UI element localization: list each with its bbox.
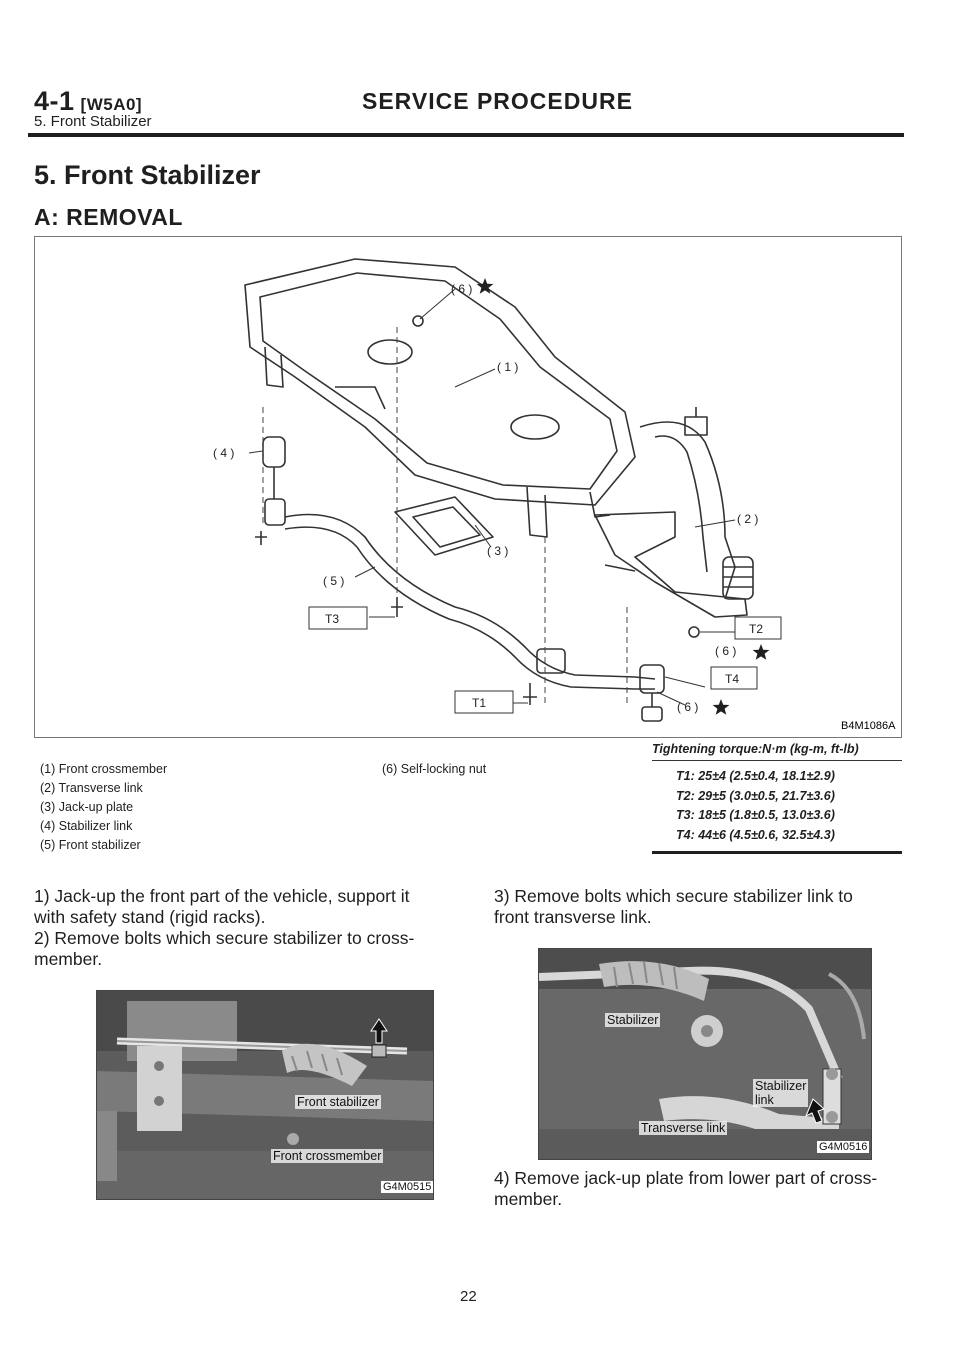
step-3: 3) Remove bolts which secure stabilizer link to front transverse link. bbox=[494, 886, 853, 927]
photo-stabilizer-link bbox=[538, 948, 872, 1160]
header-subtitle: 5. Front Stabilizer bbox=[34, 113, 152, 130]
header-rule bbox=[28, 133, 904, 137]
photo1-illustration bbox=[97, 991, 433, 1199]
torque-box-t2: T2 bbox=[749, 622, 764, 636]
callout-6-bottom: ( 6 ) bbox=[677, 700, 699, 714]
legend-col-1 bbox=[40, 760, 167, 855]
torque-box-t3: T3 bbox=[325, 612, 340, 626]
torque-row: T4: 44±6 (4.5±0.6, 32.5±4.3) bbox=[676, 827, 835, 842]
legend-item: (6) Self-locking nut bbox=[382, 762, 487, 776]
photo1-label-crossmember: Front crossmember bbox=[273, 1149, 382, 1163]
step-1: 1) Jack-up the front part of the vehicle, support it with safety stand (rigid racks). 2) Remove bolts which secure stabilizer to cross- member. bbox=[34, 886, 415, 969]
torque-row: T3: 18±5 (1.8±0.5, 13.0±3.6) bbox=[676, 808, 835, 822]
subsection-title: A: REMOVAL bbox=[34, 204, 183, 230]
photo2-label-stabilizer-link: Stabilizer link bbox=[755, 1079, 807, 1107]
section-number: 4-1 [W5A0] bbox=[34, 86, 143, 116]
legend-item: (2) Transverse link bbox=[40, 781, 143, 795]
photo2-label-transverse: Transverse link bbox=[641, 1121, 726, 1135]
torque-heading: Tightening torque:N·m (kg-m, ft-lb) bbox=[652, 742, 902, 761]
torque-box-t1: T1 bbox=[472, 696, 487, 710]
torque-box-t4: T4 bbox=[725, 672, 740, 686]
page-title: 5. Front Stabilizer bbox=[34, 160, 261, 190]
photo2-id: G4M0516 bbox=[819, 1141, 868, 1153]
photo-front-stabilizer bbox=[96, 990, 434, 1200]
step-4: 4) Remove jack-up plate from lower part of cross- member. bbox=[494, 1168, 878, 1209]
callout-2: ( 2 ) bbox=[737, 512, 759, 526]
page-number: 22 bbox=[460, 1288, 477, 1305]
callout-5: ( 5 ) bbox=[323, 574, 345, 588]
torque-table bbox=[652, 742, 902, 854]
callout-1: ( 1 ) bbox=[497, 360, 519, 374]
callout-6-right: ( 6 ) bbox=[715, 644, 737, 658]
torque-row: T1: 25±4 (2.5±0.4, 18.1±2.9) bbox=[676, 769, 835, 783]
legend-item: (4) Stabilizer link bbox=[40, 819, 133, 833]
photo1-id: G4M0515 bbox=[383, 1181, 432, 1193]
section-code: [W5A0] bbox=[80, 95, 143, 114]
legend-item: (1) Front crossmember bbox=[40, 762, 168, 776]
photo2-label-stabilizer: Stabilizer bbox=[607, 1013, 659, 1027]
figure-id: B4M1086A bbox=[841, 720, 896, 732]
photo1-label-stabilizer: Front stabilizer bbox=[297, 1095, 379, 1109]
legend-item: (3) Jack-up plate bbox=[40, 800, 134, 814]
torque-row: T2: 29±5 (3.0±0.5, 21.7±3.6) bbox=[676, 788, 835, 803]
main-figure bbox=[34, 236, 902, 738]
callout-6-top: ( 6 ) bbox=[451, 282, 473, 296]
legend-item: (5) Front stabilizer bbox=[40, 838, 141, 852]
crossmember-illustration bbox=[35, 237, 901, 737]
legend-col-2 bbox=[382, 760, 486, 779]
header-title: SERVICE PROCEDURE bbox=[362, 88, 633, 114]
callout-3: ( 3 ) bbox=[487, 544, 509, 558]
callout-4: ( 4 ) bbox=[213, 446, 235, 460]
torque-rule bbox=[652, 851, 902, 854]
